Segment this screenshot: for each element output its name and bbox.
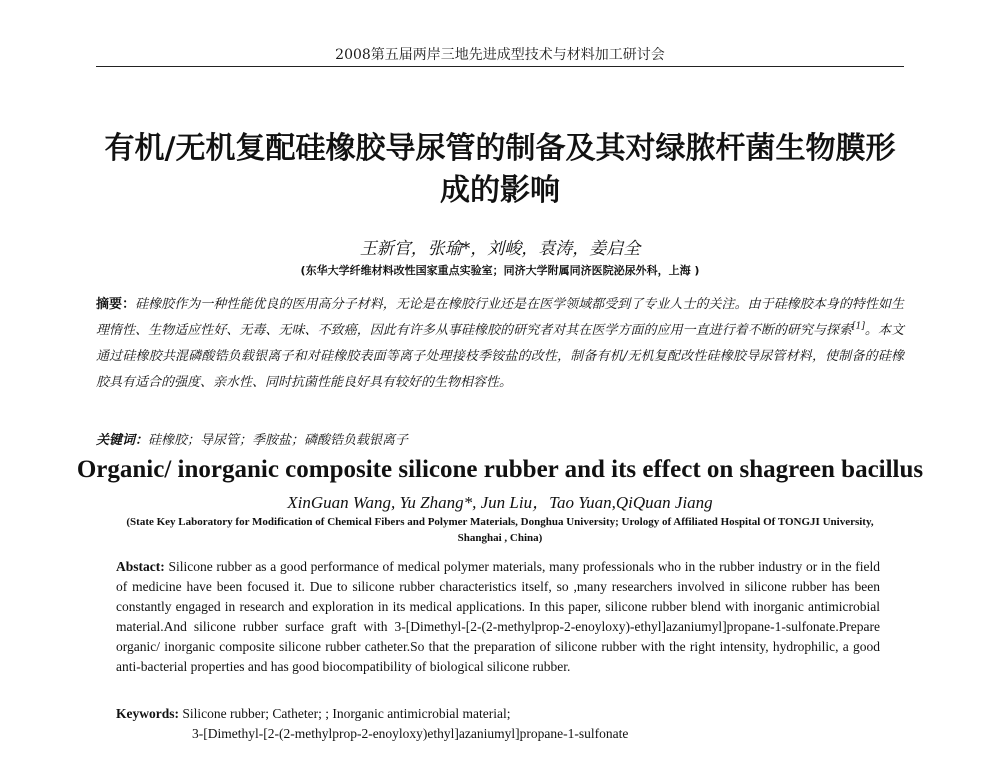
chinese-abstract-label: 摘要：: [96, 297, 136, 312]
chinese-title-line-1: 有机/无机复配硅橡胶导尿管的制备及其对绿脓杆菌生物膜形: [104, 131, 896, 166]
chinese-keywords-text: 硅橡胶；导尿管；季胺盐；磷酸锆负载银离子: [148, 433, 409, 448]
chinese-keywords-label: 关键词：: [96, 433, 149, 448]
english-abstract-label: Abstact:: [116, 559, 165, 574]
chinese-abstract-text-2: 。本文通过硅橡胶共混磷酸锆负载银离子和对硅橡胶表面等离子处理接枝季铵盐的改性，制备有机/无机复配改性硅橡胶导尿管材料，使制备的硅橡胶具有适合的强度、亲水性、同时抗菌性能良好具有较好的生物相容性。: [96, 323, 904, 390]
header-rule: [96, 66, 904, 67]
english-keywords-line-1: Silicone rubber; Catheter; ; Inorganic antimicrobial material;: [182, 706, 511, 721]
chinese-abstract-text-1: 硅橡胶作为一种性能优良的医用高分子材料，无论是在橡胶行业还是在医学领域都受到了专业人士的关注。由于硅橡胶本身的特性如生理惰性、生物适应性好、无毒、无味、不致癌，因此有许多从事硅橡胶的研究者对其在医学方面的应用一直进行着不断的研究与探索: [96, 297, 904, 338]
chinese-keywords: [96, 429, 904, 448]
english-abstract: [116, 557, 880, 677]
chinese-authors: 王新官，张瑜*，刘峻，袁涛，姜启全: [359, 239, 641, 259]
english-authors: XinGuan Wang, Yu Zhang*, Jun Liu，Tao Yuan,QiQuan Jiang: [287, 493, 713, 512]
running-header: 2008第五届两岸三地先进成型技术与材料加工研讨会: [335, 47, 665, 63]
english-abstract-text: Silicone rubber as a good performance of medical polymer materials, many professionals who in the rubber industry or in the field of medicine have been focused it. Due to silicone rubber characteristics itself, so ,many researchers involved in silicone rubber has been constantly engaged in research and exploration in its medical applications. In this paper, silicone rubber blend with inorganic antimicrobial material.And silicone rubber surface graft with 3-[Dimethyl-[2-(2-methylprop-2-enoyloxy)-ethyl]azaniumyl]propane-1-sulfonate.Prepare organic/ inorganic composite silicone rubber catheter.So that the preparation of silicone rubber with the right intensity, hydrophilic, a good anti-bacterial properties and has good biocompatibility of biological silicone rubber.: [116, 559, 881, 674]
chinese-affiliation: (东华大学纤维材料改性国家重点实验室；同济大学附属同济医院泌尿外科，上海 ): [300, 264, 700, 277]
english-keywords: [116, 704, 880, 744]
english-affiliation: [90, 514, 910, 546]
chinese-title: [90, 128, 910, 212]
english-keywords-line-2: 3-[Dimethyl-[2-(2-methylprop-2-enoyloxy)ethyl]azaniumyl]propane-1-sulfonate: [192, 726, 629, 741]
english-keywords-label: Keywords:: [116, 706, 179, 721]
english-title: Organic/ inorganic composite silicone rubber and its effect on shagreen bacillus: [76, 456, 924, 483]
chinese-title-line-2: 成的影响: [440, 173, 560, 208]
citation-ref: [1]: [852, 321, 865, 332]
chinese-abstract: [96, 292, 904, 396]
english-affiliation-line-2: Shanghai , China): [457, 532, 543, 544]
english-affiliation-line-1: (State Key Laboratory for Modification of Chemical Fibers and Polymer Materials, Donghua University; Urology of Affiliated Hospital Of TONGJI University,: [126, 516, 874, 528]
